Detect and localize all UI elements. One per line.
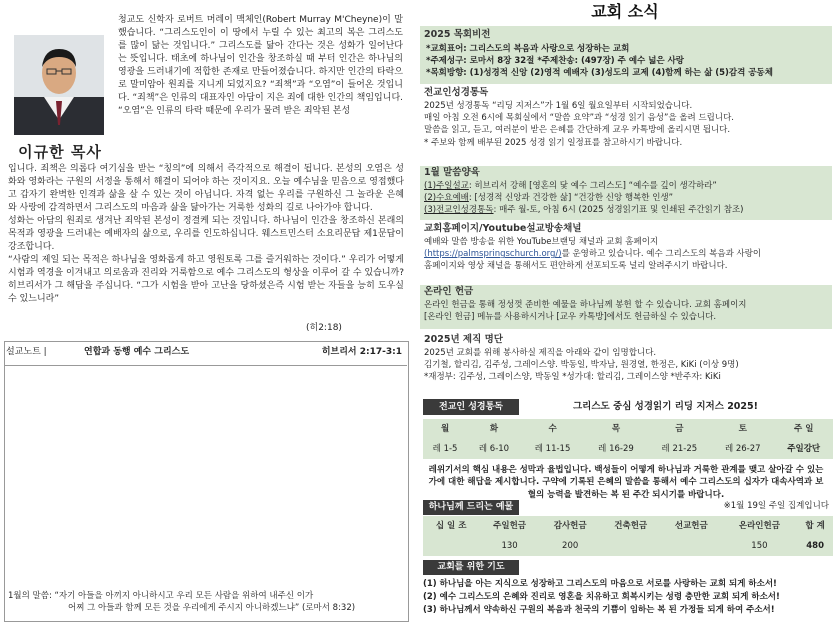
memory-verse bbox=[8, 590, 404, 615]
word-nurture-body bbox=[424, 180, 828, 217]
sermon-header bbox=[6, 346, 406, 362]
offering-header: 온라인헌금 bbox=[722, 516, 798, 536]
vision-section bbox=[420, 26, 832, 84]
day-header: 금 bbox=[648, 419, 711, 439]
passage-cell: 레 11-15 bbox=[521, 439, 584, 459]
offering-value: 130 bbox=[479, 536, 540, 556]
nurture-item: (1)주일설교: 히브리서 강해 [영혼의 닻 예수 그리스도] “예수를 깊이 생각하라” bbox=[424, 180, 717, 191]
sermon-divider bbox=[4, 365, 407, 366]
passage-cell: 레 26-27 bbox=[711, 439, 774, 459]
sermon-note-box bbox=[4, 341, 409, 622]
youtube-heading: 교회홈페이지/Youtube설교방송채널 bbox=[424, 223, 582, 234]
sermon-title: 연합과 동행 예수 그리스도 bbox=[84, 347, 190, 357]
reading-title: 그리스도 중심 성경읽기 리딩 지저스 2025! bbox=[573, 401, 758, 412]
offering-date: ※1월 19일 주일 집계입니다 bbox=[723, 501, 829, 511]
offering-header: 건축헌금 bbox=[600, 516, 661, 536]
offering-value bbox=[600, 536, 661, 556]
sermon-label: 설교노트 | bbox=[6, 347, 47, 357]
table-row bbox=[423, 419, 833, 439]
homepage-link[interactable]: (https://palmspringschurch.org/) bbox=[424, 249, 562, 260]
offering-header: 선교헌금 bbox=[661, 516, 722, 536]
offering-tag: 하나님께 드리는 예물 bbox=[423, 500, 519, 515]
online-offering-body: 온라인 헌금을 통해 정성껏 준비한 예물을 하나님께 봉헌 할 수 있습니다. 교회 홈페이지 [온라인 헌금] 메뉴를 사용하시거나 [교우 카톡방]에서도 헌금하실 수 있습니다. bbox=[424, 299, 747, 323]
offering-value: 150 bbox=[722, 536, 798, 556]
offering-value: 200 bbox=[540, 536, 601, 556]
reading-schedule-table bbox=[423, 419, 833, 459]
word-nurture-heading: 1월 말씀양육 bbox=[424, 167, 480, 178]
pastor-photo bbox=[14, 35, 104, 135]
reading-note: 레위기서의 핵심 내용은 성막과 율법입니다. 백성들이 어떻게 하나님과 거룩한 관계를 맺고 살아갈 수 있는가에 대한 해답을 제시합니다. 구약에 기록된 은혜의 말씀을 통해서 예수 그리스도의 십자가 대속사역과 보혈의 능력을 발견하는 복 된 주간 되시기를 바랍니다. bbox=[428, 465, 824, 500]
table-row bbox=[423, 536, 833, 556]
passage-cell: 레 16-29 bbox=[584, 439, 647, 459]
pastor-essay-body: 입니다. 죄책은 의롭다 여기심을 받는 “칭의”에 의해서 즉각적으로 해결이 됩니다. 본성의 오염은 성화와 영화라는 구원의 서정을 통해서 해결이 되어야 하는 것이지요. 오늘 예수님을 믿음으로 영접했다고 갑자기 완벽한 인격과 삶을 살 수 있는 것이 아닙니다. 자격 없는 우리를 구원하신 그 놀라운 은혜와 사랑에 감격하면서 그리스도의 마음과 삶을 닮아가는 거룩한 성화의 길로 나아가야 합니다. 성화는 아담의 원죄로 생겨난 죄악된 본성이 정결케 되는 것입니다. 하나님이 인간을 창조하신 본래의 목적과 영광을 드러내는 예배자의 삶으로, 우리를 인도하십니다. 웨스트민스터 소요리문답 제1문답이 강조합니다. “사람의 제일 되는 목적은 하나님을 영화롭게 하고 영원토록 그를 즐거워하는 것이다.” 우리가 어떻게 시험과 역경을 이겨내고 의로움과 진리와 거룩함으로 예수 그리스도의 형상을 이루어 갈 수 있습니까? 히브리서가 그 해답을 주십니다. “그가 시험을 받아 고난을 당하셨은즉 시험 받는 자들을 능히 도우실 수 있느니라” bbox=[8, 164, 404, 305]
offering-table bbox=[423, 516, 833, 556]
youtube-section bbox=[420, 222, 832, 280]
pastor-essay-intro: 청교도 신학자 로버트 머레이 맥체인(Robert Murray M'Cheyne)이 말했습니다. “그리스도인이 이 땅에서 누릴 수 있는 최고의 복은 그리스도를 많이 닮는 것입니다.” 그리스도를 닮아 간다는 것은 성화가 일어난다는 뜻입니다. 태초에 하나님이 인간을 창조하실 때 부터 인간은 하나님의 영광을 드러내기에 적합한 존재로 만들어졌습니다. 하지만 인간의 타락으로 말미암아 원죄를 지니게 되었지요? “죄책”과 “오염”이 들어온 것입니다. “죄책”은 인류의 대표자인 아담이 지은 죄에 대한 인간의 책임입니다. “오염”은 인류의 타락 때문에 우리가 물려 받은 죄악된 본성 bbox=[118, 15, 403, 117]
offering-value bbox=[661, 536, 722, 556]
officers-section bbox=[420, 333, 832, 395]
memory-verse-line-2: 어찌 그 아들과 함께 모든 것을 우리에게 주시지 아니하겠느냐” (로마서 8:32) bbox=[68, 603, 356, 614]
online-offering-section bbox=[420, 285, 832, 329]
prayer-item: (3) 하나님께서 약속하신 구원의 복음과 천국의 기쁨이 임하는 복 된 가정들 되게 하여 주소서! bbox=[423, 605, 775, 616]
passage-cell: 레 21-25 bbox=[648, 439, 711, 459]
bible-reading-body: 2025년 성경통독 “리딩 지저스”가 1월 6일 월요일부터 시작되었습니다. 매일 아침 오전 6시에 목회실에서 “말씀 요약”과 “성경 읽기 음성”을 올려 드립니다. 말씀을 읽고, 듣고, 여러분이 받은 은혜를 간단하게 교우 카톡방에 올리시면 됩니다. * 주보와 함께 배부된 2025 성경 읽기 일정표를 참고하시기 바랍니다. bbox=[424, 100, 734, 148]
nurture-item: (3)전교인성경통독: 매주 월-토, 아침 6시 (2025 성경읽기표 및 인쇄된 주간읽기 참조) bbox=[424, 205, 744, 216]
news-title: 교회 소식 bbox=[591, 2, 659, 21]
sermon-reference: 히브리서 2:17-3:1 bbox=[321, 347, 402, 357]
bible-reading-section bbox=[420, 86, 832, 164]
reading-tag: 전교인 성경통독 bbox=[423, 399, 519, 415]
day-header: 수 bbox=[521, 419, 584, 439]
officers-body: 2025년 교회를 위해 봉사하실 제직을 아래와 같이 임명합니다. 김기철, 할리김, 김주성, 그레이스양. 박동일, 박자남, 원경열, 한정은, KiKi (이상 9명) *재정부: 김주성, 그레이스양, 박동일 *성가대: 할리김, 그레이스양 *반주자: KiKi bbox=[424, 347, 739, 383]
offering-value bbox=[423, 536, 479, 556]
vision-verse: *주제성구: 로마서 8장 32절 *주제찬송: (497장) 주 예수 넓은 사랑 bbox=[426, 56, 685, 67]
prayer-item: (2) 예수 그리스도의 은혜와 진리로 영혼을 치유하고 회복시키는 성령 충만한 교회 되게 하소서! bbox=[423, 592, 780, 603]
offering-total: 480 bbox=[797, 536, 833, 556]
table-row bbox=[423, 439, 833, 459]
prayer-item: (1) 하나님을 아는 지식으로 성장하고 그리스도의 마음으로 서로를 사랑하는 교회 되게 하소서! bbox=[423, 579, 777, 589]
bible-reading-heading: 전교인성경통독 bbox=[424, 87, 489, 98]
essay-reference: (히2:18) bbox=[306, 323, 342, 333]
offering-header: 합 계 bbox=[797, 516, 833, 536]
offering-bar bbox=[423, 500, 833, 516]
vision-body bbox=[420, 42, 832, 80]
day-header: 목 bbox=[584, 419, 647, 439]
memory-verse-line-1: 1월의 말씀: “자기 아들을 아끼지 아니하시고 우리 모든 사람을 위하여 내주신 이가 bbox=[8, 591, 314, 601]
vision-heading: 2025 목회비전 bbox=[424, 29, 491, 40]
table-row bbox=[423, 516, 833, 536]
day-header: 화 bbox=[467, 419, 521, 439]
officers-heading: 2025년 제직 명단 bbox=[424, 334, 503, 345]
passage-cell: 레 1-5 bbox=[423, 439, 467, 459]
nurture-item: (2)수요예배: [성경적 신앙과 건강한 삶] “건강한 신앙 행복한 인생” bbox=[424, 193, 674, 204]
offering-header: 감사헌금 bbox=[540, 516, 601, 536]
passage-cell: 레 6-10 bbox=[467, 439, 521, 459]
prayer-list bbox=[423, 578, 833, 618]
word-nurture-section bbox=[420, 166, 832, 220]
pastor-name: 이규한 목사 bbox=[18, 143, 102, 161]
offering-header: 주일헌금 bbox=[479, 516, 540, 536]
reading-bar bbox=[423, 398, 833, 416]
day-header: 주 일 bbox=[774, 419, 833, 439]
passage-cell: 주일강단 bbox=[774, 439, 833, 459]
vision-motto: *교회표어: 그리스도의 복음과 사랑으로 성장하는 교회 bbox=[426, 43, 630, 54]
prayer-tag: 교회를 위한 기도 bbox=[423, 560, 519, 575]
offering-header: 십 일 조 bbox=[423, 516, 479, 536]
vision-direction: *목회방향: (1)성경적 신앙 (2)영적 예배자 (3)성도의 교제 (4)함께 하는 삶 (5)감격 공동체 bbox=[426, 68, 773, 79]
online-offering-heading: 온라인 헌금 bbox=[424, 286, 474, 297]
day-header: 토 bbox=[711, 419, 774, 439]
day-header: 월 bbox=[423, 419, 467, 439]
youtube-body: 예배와 말씀 방송을 위한 YouTube브랜딩 채널과 교회 홈페이지 (https://palmspringschurch.org/)를 운영하고 있습니다. 예수 그리스도의 복음과 사랑이 홈페이지와 영상 채널을 통해서도 편안하게 선포되도록 널리 알려주시기 바랍니다. bbox=[424, 236, 762, 272]
